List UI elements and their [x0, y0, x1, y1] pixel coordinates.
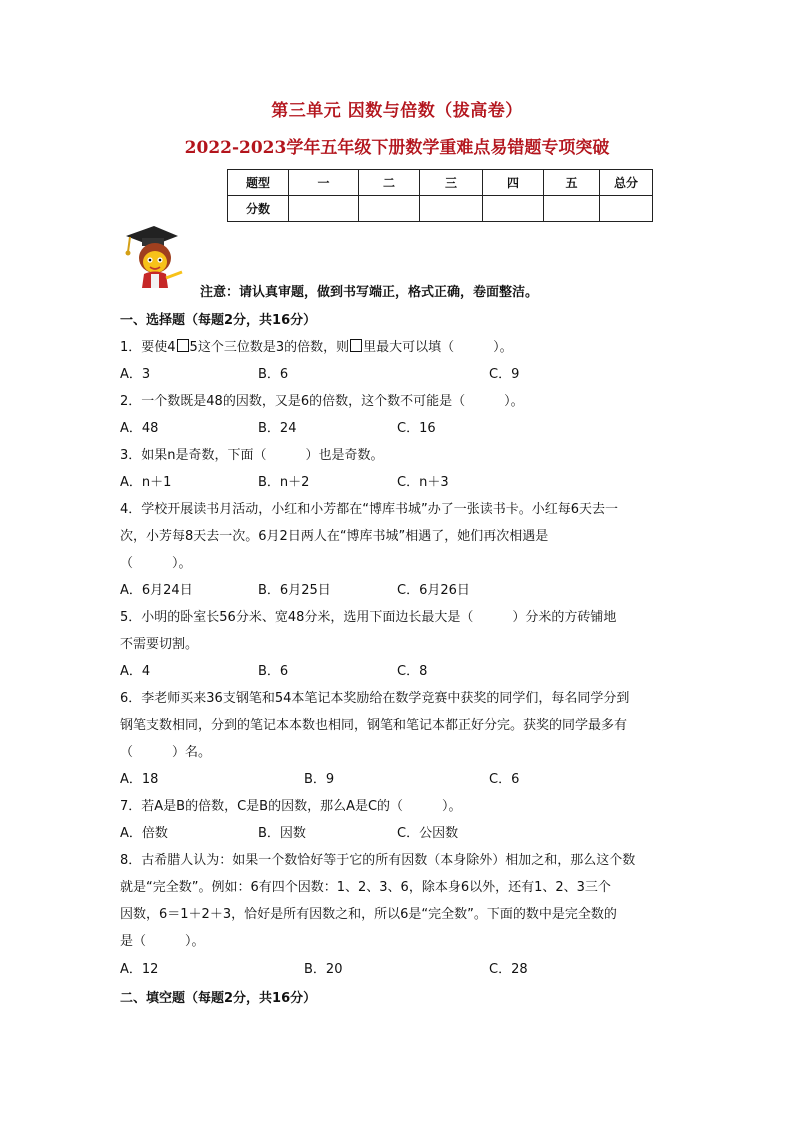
blank-box-icon — [177, 339, 189, 352]
question-3-options — [120, 471, 720, 489]
option-b[interactable]: B．24 — [258, 421, 297, 436]
header-cell-type: 题型 — [228, 170, 289, 196]
option-b[interactable]: B．9 — [304, 772, 335, 787]
score-cell[interactable] — [359, 196, 420, 222]
question-6-line-2: 钢笔支数相同，分到的笔记本本数也相同，钢笔和笔记本都正好分完。获奖的同学最多有 — [120, 718, 628, 733]
score-table — [227, 169, 653, 222]
question-7: 7．若A是B的倍数，C是B的因数，那么A是C的（ ）。 — [120, 799, 462, 814]
score-table-header-row — [228, 170, 653, 196]
score-row-label: 分数 — [228, 196, 289, 222]
question-5-line-2: 不需要切割。 — [120, 637, 199, 652]
question-8-line-1: 8．古希腊人认为：如果一个数恰好等于它的所有因数（本身除外）相加之和，那么这个数 — [120, 853, 636, 868]
score-cell[interactable] — [420, 196, 483, 222]
question-3: 3．如果n是奇数，下面（ ）也是奇数。 — [120, 448, 384, 463]
option-c[interactable]: C．6 — [489, 772, 520, 787]
question-6-line-1: 6．李老师买来36支钢笔和54本笔记本奖励给在数学竞赛中获奖的同学们，每名同学分到 — [120, 691, 630, 706]
option-a[interactable]: A．倍数 — [120, 826, 168, 841]
option-b[interactable]: B．n＋2 — [258, 475, 310, 490]
option-c[interactable]: C．16 — [397, 421, 436, 436]
header-cell-4: 四 — [483, 170, 544, 196]
option-c[interactable]: C．8 — [397, 664, 428, 679]
exam-notice: 注意：请认真审题，做到书写端正，格式正确，卷面整洁。 — [200, 285, 539, 300]
section-fill-blank-title: 二、填空题（每题2分，共16分） — [120, 991, 317, 1006]
question-6-line-3: （ ）名。 — [120, 745, 212, 760]
option-a[interactable]: A．3 — [120, 367, 151, 382]
header-cell-total: 总分 — [600, 170, 653, 196]
question-8-line-4: 是（ ）。 — [120, 934, 205, 949]
score-cell[interactable] — [289, 196, 359, 222]
question-8-line-3: 因数，6＝1＋2＋3，恰好是所有因数之和，所以6是“完全数”。下面的数中是完全数的 — [120, 907, 617, 922]
section-choice-title: 一、选择题（每题2分，共16分） — [120, 313, 317, 328]
question-4-line-3: （ ）。 — [120, 556, 192, 571]
graduate-mascot-icon — [120, 222, 200, 292]
option-c[interactable]: C．28 — [489, 962, 528, 977]
option-a[interactable]: A．18 — [120, 772, 159, 787]
option-b[interactable]: B．6月25日 — [258, 583, 331, 598]
option-b[interactable]: B．6 — [258, 664, 289, 679]
option-a[interactable]: A．4 — [120, 664, 151, 679]
question-2-options — [120, 417, 720, 435]
score-cell[interactable] — [483, 196, 544, 222]
option-a[interactable]: A．48 — [120, 421, 159, 436]
question-1-text-c: 里最大可以填（ ）。 — [363, 340, 513, 355]
page-title: 第三单元 因数与倍数（拔高卷） — [271, 101, 523, 121]
question-5-line-1: 5．小明的卧室长56分米、宽48分米，选用下面边长最大是（ ）分米的方砖铺地 — [120, 610, 617, 625]
option-c[interactable]: C．n＋3 — [397, 475, 449, 490]
question-4-options — [120, 579, 720, 597]
score-cell[interactable] — [544, 196, 600, 222]
option-c[interactable]: C．6月26日 — [397, 583, 470, 598]
option-a[interactable]: A．n＋1 — [120, 475, 172, 490]
question-8-options — [120, 958, 720, 976]
header-cell-5: 五 — [544, 170, 600, 196]
header-cell-2: 二 — [359, 170, 420, 196]
option-b[interactable]: B．6 — [258, 367, 289, 382]
question-4-line-2: 次，小芳每8天去一次。6月2日两人在“博库书城”相遇了，她们再次相遇是 — [120, 529, 549, 544]
page-subtitle: 2022-2023学年五年级下册数学重难点易错题专项突破 — [184, 138, 610, 158]
score-cell[interactable] — [600, 196, 653, 222]
question-6-options — [120, 768, 720, 786]
question-8-line-2: 就是“完全数”。例如：6有四个因数：1、2、3、6，除本身6以外，还有1、2、3三个 — [120, 880, 611, 895]
header-cell-1: 一 — [289, 170, 359, 196]
option-b[interactable]: B．20 — [304, 962, 343, 977]
option-b[interactable]: B．因数 — [258, 826, 306, 841]
option-a[interactable]: A．6月24日 — [120, 583, 193, 598]
header-cell-3: 三 — [420, 170, 483, 196]
option-c[interactable]: C．9 — [489, 367, 520, 382]
blank-box-icon — [350, 339, 362, 352]
question-5-options — [120, 660, 720, 678]
question-4-line-1: 4．学校开展读书月活动，小红和小芳都在“博库书城”办了一张读书卡。小红每6天去一 — [120, 502, 619, 517]
question-1 — [120, 336, 513, 355]
question-1-options — [120, 363, 720, 381]
question-1-text-a: 1．要使4 — [120, 340, 176, 355]
question-1-text-b: 5这个三位数是3的倍数，则 — [189, 340, 350, 355]
question-2: 2．一个数既是48的因数，又是6的倍数，这个数不可能是（ ）。 — [120, 394, 524, 409]
question-7-options — [120, 822, 720, 840]
option-a[interactable]: A．12 — [120, 962, 159, 977]
option-c[interactable]: C．公因数 — [397, 826, 459, 841]
score-table-score-row — [228, 196, 653, 222]
